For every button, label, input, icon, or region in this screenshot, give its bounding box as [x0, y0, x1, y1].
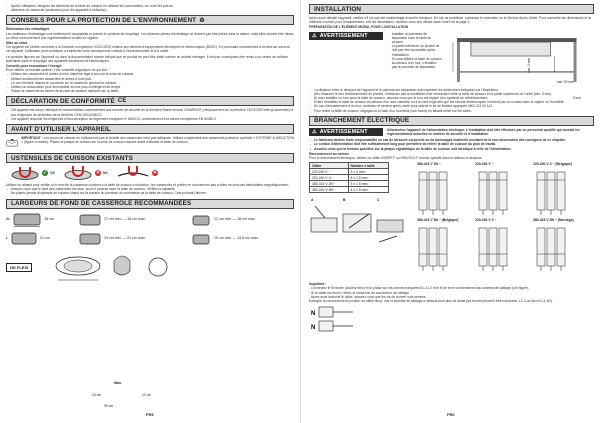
- wiring-area: [309, 162, 594, 282]
- install-text: Après avoir déballé l'appareil, vérifiez s'il n'a pas été endommagé durant le transport. En cas de problème, contactez le revendeur ou le Service Après-Vente. Pour connaître les dimensions et la méthode à suivre pour l'encastrement, voir les illustrations, reportez-vous aux détails dans l'ordre de la page 2.: [309, 16, 591, 25]
- install-cross-section: [447, 32, 594, 86]
- install-warn-2: - La partie inférieure du produit ne doit pas être accessible après l'installation.: [387, 44, 443, 57]
- flexi-dim-3: 12 cm: [142, 393, 152, 397]
- install-bullet-6: - Pour retirer la table de cuisson, dégagez-la à l'aide d'un tournevis (non fourni) en faisant levier sur les côtés.: [309, 109, 594, 113]
- important-line-3: - Après avoir branché le câble, assurez-vous que les vis du bornier sont serrées.: [309, 294, 427, 299]
- flexi-label: HD FLEXI: [6, 263, 32, 272]
- before-body: Les zones de cuisson ne s'allumeront pas si la taille des casseroles n'est pas adéquate. Utilisez uniquement des casseroles portant le symbole « SYSTÈME À INDUCTION » (figure ci-contre). Placez la plaque de cuisson sur la zone de cuisson requise avant d'allumer la table de cuisson.: [21, 136, 294, 145]
- diagram-label-5: 220-240 V 2 ~: [475, 218, 497, 223]
- pan-l-icon: [10, 230, 38, 246]
- warning-icon-2: ⚠: [312, 128, 317, 135]
- flexi-max: Max.: [114, 381, 122, 385]
- utensils-heading: [6, 153, 294, 163]
- cable-head-1: Câble: [310, 163, 349, 169]
- magnet-pan-ok-icon: [10, 165, 40, 181]
- elec-heading: [309, 116, 594, 126]
- pan-row-1: [6, 211, 294, 227]
- diagram-label-2: 220-240 V ~: [475, 162, 494, 167]
- important-title: Important :: [309, 282, 327, 287]
- diagram-label-6: 380-415 V 3N ~ (Norvège): [533, 218, 574, 223]
- utensils-text: Utilisez un aimant pour vérifier si le fond de la casserole convient à la table de cuisson à induction : les casseroles et poêles ne conviennent pas si elles ne sont pas détectables magnétiquement.: [6, 183, 290, 188]
- flexi-zone-diagram: [38, 251, 188, 285]
- left-page-number: FR5: [146, 412, 154, 417]
- install-dim-3: 5 mm: [573, 96, 581, 100]
- pan-row-2: [6, 230, 294, 246]
- pan-cell-xl: [6, 211, 76, 227]
- pan-size-xl: 28 cm: [44, 216, 55, 221]
- cable-table: [309, 162, 389, 193]
- cable-cell: 380-415 V 2N~: [310, 181, 349, 187]
- install-heading-text: INSTALLATION: [314, 5, 362, 13]
- pan-size-l: 21 cm: [40, 235, 50, 240]
- utensil-no-label: NO: [102, 170, 108, 175]
- pan-cell-m: [78, 212, 188, 226]
- connector-steps-illustration: [309, 198, 407, 254]
- pan-tag-xl: XL: [6, 216, 11, 221]
- utensil-no: [63, 165, 108, 181]
- conformity-heading: [6, 96, 294, 106]
- svg-text:N: N: [311, 311, 316, 318]
- utensils-heading-text: USTENSILES DE CUISSON EXISTANTS: [11, 154, 133, 162]
- pan-size-m: 17 cm min. — 18 cm max.: [104, 216, 146, 221]
- pan-size-s2: 10 cm min. — 14.5 cm max.: [214, 235, 259, 240]
- env-p1-title: Élimination des emballages: [6, 27, 50, 32]
- before-text: [21, 136, 294, 144]
- warning-icon: ⚠: [312, 32, 317, 39]
- diagram-label-3: 220-240 V 3 ~ (Belgique): [533, 162, 572, 167]
- env-p4: Pour obtenir un résultat optimal, il est conseillé d'appliquer ce qui suit :: [6, 68, 109, 73]
- widths-heading-text: LARGEURS DE FOND DE CASSEROLE RECOMMANDÉES: [11, 200, 192, 208]
- install-bullet-4: - Évitez d'installer la table de cuisson au-dessus d'un lave-vaisselle ou d'un lave-linge afin que les circuits électroniques n'entrent pas en contact avec la vapeur ou l'humidité.: [309, 100, 594, 104]
- install-warning-text: AVERTISSEMENT: [319, 32, 368, 39]
- env-p2-title: Mise au rebut: [6, 41, 28, 46]
- install-bullet-1: - La distance entre le dessous de l'appareil et le panneau de séparation doit respecter les dimensions indiquées sur l'illustration.: [309, 88, 594, 92]
- conn-text: Pour le branchement électrique, utilisez un câble H05RR-F ou H05V2V2-F comme spécifié dans le tableau ci-dessous.: [309, 156, 483, 161]
- env-bullet-4: - Utilisez un autocuiseur pour économiser encore plus d'énergie et de temps.: [6, 85, 294, 89]
- pan-cell-l: [6, 230, 76, 246]
- conn-letter-b: B: [343, 198, 346, 203]
- install-heading: [309, 4, 594, 14]
- conn-letter-a: A: [311, 198, 314, 203]
- install-bullet-3: - Si vous installez un four sous la table de cuisson, assurez-vous que le four est équipé d'un système de refroidissement.: [309, 96, 594, 100]
- pan-tag-l: L: [6, 235, 9, 240]
- pan-m-icon: [78, 212, 102, 226]
- right-page: [300, 0, 600, 423]
- env-p3: Le symbole figurant sur l'appareil ou dans la documentation fournie indique que ce produit ne peut être traité comme un déchet ménager. Il doit par conséquent être remis à un centre de collecte spécialisé dans le recyclage des appareils électriques et électroniques.: [6, 54, 288, 63]
- diagram-label-1: 380-415 V 2N ~: [417, 162, 441, 167]
- utensil-ok-label: OK: [50, 170, 55, 175]
- utensils-bullet-1: - Assurez-vous que le fond des casseroles est lisse, sinon il pourrait rayer la table de cuisson. Vérifiez la vaisselle.: [6, 187, 294, 191]
- pan-size-s: 12 cm min. — 18 cm max.: [214, 216, 256, 221]
- utensil-no-2: [116, 165, 158, 181]
- cable-cell: 5 x 1.5 mm²: [348, 181, 388, 187]
- elec-warning-bar: [309, 128, 383, 136]
- env-bullet-2: - Utilisez seulement des casseroles et autres à fond plat.: [6, 77, 294, 81]
- svg-text:N: N: [311, 325, 316, 332]
- terminal-example-illustration: [309, 305, 369, 335]
- env-p4-title: Conseils pour économiser l'énergie: [6, 64, 62, 69]
- induction-pan-icon: [6, 136, 18, 150]
- wiring-diagrams: [413, 162, 593, 272]
- pan-s-icon: [190, 212, 212, 226]
- pan-widths: [6, 211, 294, 246]
- wiring-diagrams-row-1: [413, 168, 593, 216]
- recycle-icon: ♻: [199, 17, 205, 24]
- cable-cell: 220-240 V 3~: [310, 175, 349, 181]
- env-heading-text: CONSEILS POUR LA PROTECTION DE L'ENVIRONNEMENT: [11, 16, 197, 24]
- cable-cell: 380-415 V 3N~: [310, 187, 349, 193]
- pan-xl-icon: [12, 211, 42, 227]
- elec-bullet-2: - Le cordon d'alimentation doit être suffisamment long pour permettre de retirer la table de cuisson du plan de travail.: [309, 142, 594, 146]
- ce-mark-icon: CE: [117, 98, 127, 105]
- utensil-ok: [10, 165, 55, 181]
- check-icon: ✓: [42, 170, 48, 177]
- flexi-diagram: [6, 251, 294, 285]
- env-heading: [6, 15, 294, 25]
- pan-cell-m2: [78, 231, 188, 245]
- magnet-pan-no-icon: [63, 165, 93, 181]
- install-warning-bar: [309, 32, 383, 40]
- pan-cell-s: [190, 212, 290, 226]
- env-p1: Les matériaux d'emballage sont entièrement recyclables et portent le symbole de recyclage. Les diverses pièces d'emballage ne doivent pas être jetées dans la nature, mais elles doivent être mises au rebut conformément aux règlementations locales en vigueur.: [6, 31, 294, 40]
- install-bullet-5: - En cas d'encastrement d'un four, contactez le service après-vente pour obtenir le kit de fixation approprié 4801 211 00 112.: [309, 104, 594, 108]
- elec-bullet-1: - Le fabricant décline toute responsabilité en cas de blessure corporelle ou de dommages matériels résultant de la non-observation des consignes de ce chapitre.: [309, 138, 594, 142]
- diagram-label-4: 380-415 V 3N ~ (Belgique): [417, 218, 459, 223]
- widths-heading: [6, 199, 294, 209]
- env-p2: Cet appareil est certifié conforme à la Directive européenne 2012/19/CE relative aux déchets d'équipements électriques et électroniques (DEEE). En procédant correctement à la mise au rebut de cet appareil, l'utilisateur peut contribuer à empêcher toute conséquence nuisible à l'environnement et à la santé.: [6, 45, 291, 54]
- utensils-bullet-2: - Ne placez jamais d'ustensile de cuisson chaud sur la surface du panneau de commande de la table de cuisson. Cela pourrait l'abîmer.: [6, 191, 294, 195]
- conformity-bullet-1: - Cet appareil est conçu, fabriqué et commercialisé conformément aux normes de sécurité de la directive Basse tension 2006/95/CE (remplacement de la directive 73/23/CEE telle qu'amendée) et aux exigences de protection de la directive CEM 2004/108/CE.: [6, 108, 294, 116]
- pan-size-m2: 15 cm min. — 21 cm max.: [104, 235, 146, 240]
- before-important: IMPORTANT :: [21, 136, 43, 141]
- install-bullet-2: - Afin d'assurer le bon fonctionnement du produit, n'obstruez pas la ventilation d'air nécessaire entre la table de cuisson et la partie supérieure de l'unité (min. 5 mm).: [309, 92, 594, 96]
- flexi-dim-2: 39 cm: [104, 404, 114, 408]
- cable-cell: 3 x 4 mm²: [348, 169, 388, 175]
- elec-warning-body: Débranchez l'appareil de l'alimentation électrique. L'installation doit être effectuée par un personnel qualifié qui connaît les règlementations actuelles en matière de sécurité et d'installation.: [387, 127, 580, 137]
- pan-s2-icon: [190, 231, 212, 245]
- magnet-pan-no-icon-2: [116, 165, 150, 181]
- before-heading-text: AVANT D'UTILISER L'APPAREIL: [11, 125, 111, 133]
- install-prep-title: PRÉPARATION DE L'ÉLÉMENT MURAL POUR L'INSTALLATION: [309, 25, 409, 30]
- env-bullet-3: - Le cas échéant, laissez le couvercle sur la casserole pendant la cuisson.: [6, 81, 294, 85]
- intro-line-1: - Après l'utilisation, éteignez les éléments de la table de cuisson en utilisant les commandes, ne vous fiez pas au: [6, 4, 294, 8]
- pan-cell-s2: [190, 231, 290, 245]
- important-line-1: - Connectez le fil neutre (couleur bleu) et la phase sur les bornes marquées N-L1-L2 et le fil de terre conformément au schéma de câblage (voir figure).: [309, 286, 530, 291]
- table-row: [310, 187, 389, 193]
- cable-cell: 4 x 1.5 mm²: [348, 187, 388, 193]
- right-page-number: FR6: [447, 412, 455, 417]
- cable-head-2: Nombre x taille: [348, 163, 388, 169]
- elec-heading-text: BRANCHEMENT ÉLECTRIQUE: [314, 117, 410, 125]
- before-heading: [6, 124, 294, 134]
- install-dim-1: min. 5 mm: [527, 58, 531, 73]
- intro-line-2: détecteur de casserole (seulement pour les appareils à induction).: [11, 8, 108, 13]
- elec-warning-text: AVERTISSEMENT: [319, 128, 368, 135]
- install-warn-3: - Si vous utilisez la table de cuisson au-dessus d'un four, n'installez pas le panneau de séparation.: [387, 57, 443, 70]
- conn-letter-c: C: [377, 198, 380, 203]
- elec-bullet-3: - Assurez-vous que la tension spécifiée sur la plaque signalétique de la table de cuisson soit identique à celle de l'alimentation.: [309, 147, 594, 151]
- install-warn-1: - Installez un panneau de séparation sous la table de cuisson.: [387, 32, 443, 45]
- conformity-bullet-2: - Cet appareil respecte les exigences d'écoconception du règlement européen n° 66/2014, conformément à la norme européenne EN 60350-2.: [6, 117, 294, 121]
- env-bullet-5: - Placez la casserole au centre de la zone de cuisson marquée sur la table.: [6, 89, 294, 93]
- pan-m2-icon: [78, 231, 102, 245]
- conn-title: Raccordement au bornier: [309, 151, 349, 156]
- cross-icon-2: ✕: [152, 170, 157, 177]
- env-bullet-1: - Utilisez des casseroles et autres dont le diamètre égal à celui de la zone de cuisson.: [6, 72, 294, 76]
- wiring-diagrams-row-2: [413, 224, 593, 272]
- conformity-heading-text: DÉCLARATION DE CONFORMITÉ: [11, 97, 115, 105]
- important-line-4: Exemple du raccordement (couleur du câble bleu). Voir la schéma de câblage ci-dessus pour plus de détail (les bornes peuvent être marquées 1-2-3 ou bien N-L1-N2).: [309, 299, 553, 304]
- cable-cell: 220-240 V ~: [310, 169, 349, 175]
- cross-icon: ✕: [95, 170, 101, 177]
- flexi-dim-1: 23 cm: [92, 393, 102, 397]
- important-line-2: - Si le câble est fourni, retirez le couvercle du connecteur de câblage.: [309, 290, 410, 295]
- install-dim-2: min. 20 mm: [557, 80, 574, 84]
- cable-cell: 4 x 1.5 mm²: [348, 175, 388, 181]
